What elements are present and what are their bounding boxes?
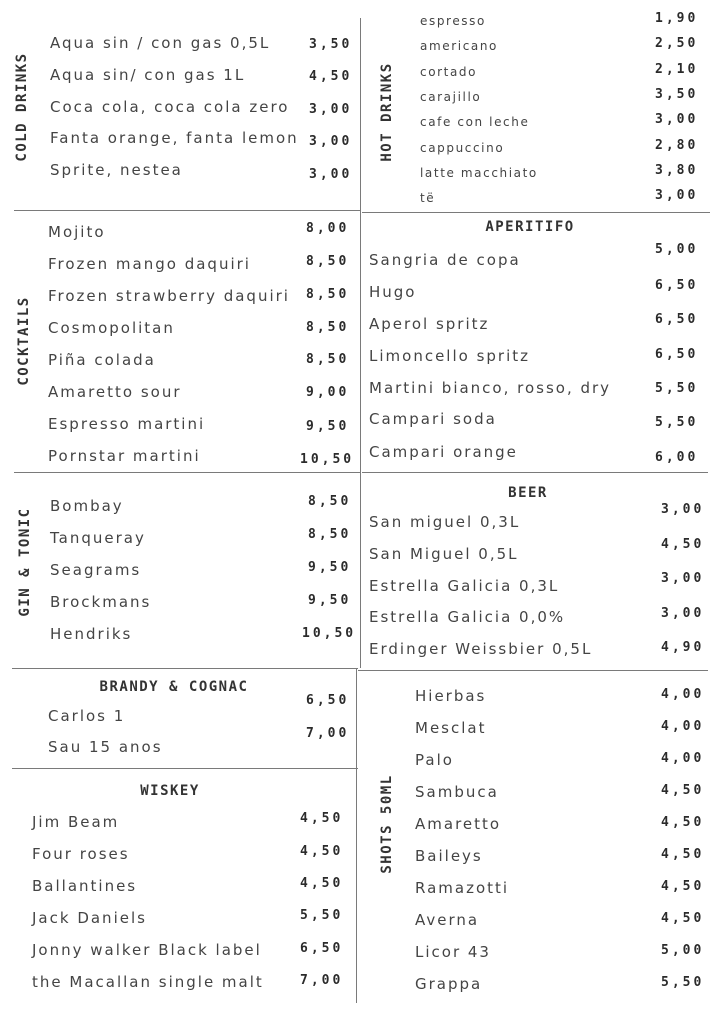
divider-aperitifo-beer	[362, 472, 708, 473]
menu-item-price: 2,80	[655, 138, 699, 153]
menu-item-price: 3,00	[655, 112, 699, 127]
menu-item-name: Palo	[415, 751, 454, 769]
menu-item-name: Sangria de copa	[369, 251, 521, 269]
menu-item-price: 3,50	[655, 87, 699, 102]
menu-item-name: Erdinger Weissbier 0,5L	[369, 640, 593, 658]
menu-item-name: Carlos 1	[48, 707, 126, 725]
menu-item-price: 2,10	[655, 62, 699, 77]
menu-item-name: Aqua sin / con gas 0,5L	[50, 34, 271, 52]
menu-item-price: 6,00	[655, 450, 699, 465]
menu-item-name: Amaretto sour	[48, 383, 182, 401]
menu-item-price: 8,50	[308, 494, 352, 509]
menu-item-price: 4,50	[300, 811, 344, 826]
menu-item-price: 4,50	[300, 844, 344, 859]
menu-item-price: 3,00	[309, 102, 353, 117]
menu-item-name: të	[420, 191, 436, 205]
section-title-shots: SHOTS 50ML	[379, 774, 395, 874]
menu-item-name: the Macallan single malt	[32, 973, 264, 991]
menu-item-price: 8,50	[306, 254, 350, 269]
menu-item-price: 9,50	[308, 593, 352, 608]
menu-item-name: Four roses	[32, 845, 130, 863]
menu-item-price: 10,50	[302, 626, 357, 641]
menu-item-name: carajillo	[420, 90, 482, 104]
divider-brandy-wiskey	[12, 768, 358, 769]
menu-item-price: 3,00	[309, 134, 353, 149]
menu-item-name: cafe con leche	[420, 115, 530, 129]
menu-item-price: 3,50	[309, 37, 353, 52]
menu-item-name: Hendriks	[50, 625, 133, 643]
menu-item-price: 3,00	[309, 167, 353, 182]
menu-item-price: 4,00	[661, 751, 705, 766]
menu-item-price: 7,00	[300, 973, 344, 988]
menu-item-name: Hierbas	[415, 687, 487, 705]
menu-item-name: Seagrams	[50, 561, 142, 579]
menu-item-name: Amaretto	[415, 815, 502, 833]
lower-center-divider	[356, 668, 357, 1003]
menu-item-name: Espresso martini	[48, 415, 206, 433]
menu-item-price: 4,50	[661, 537, 705, 552]
menu-item-name: Sprite, nestea	[50, 161, 183, 179]
menu-item-price: 5,50	[655, 415, 699, 430]
menu-item-name: San Miguel 0,5L	[369, 545, 519, 563]
section-title-brandy: BRANDY & COGNAC	[99, 679, 249, 695]
menu-item-price: 2,50	[655, 36, 699, 51]
menu-item-price: 8,50	[306, 287, 350, 302]
menu-item-price: 8,50	[306, 320, 350, 335]
menu-item-name: Fanta orange, fanta lemon	[50, 129, 299, 147]
menu-item-price: 4,90	[661, 640, 705, 655]
menu-item-price: 7,00	[306, 726, 350, 741]
menu-item-name: Frozen strawberry daquiri	[48, 287, 290, 305]
section-title-cocktails: COCKTAILS	[16, 296, 32, 386]
menu-item-name: Jack Daniels	[32, 909, 147, 927]
section-title-beer: BEER	[508, 485, 548, 501]
menu-item-name: americano	[420, 39, 498, 53]
menu-item-name: Baileys	[415, 847, 483, 865]
divider-cold-cocktails	[14, 210, 360, 211]
menu-item-price: 5,50	[300, 908, 344, 923]
menu-item-name: Grappa	[415, 975, 483, 993]
menu-item-price: 4,50	[661, 911, 705, 926]
menu-item-price: 4,50	[300, 876, 344, 891]
menu-item-price: 8,00	[306, 221, 350, 236]
menu-item-name: Brockmans	[50, 593, 152, 611]
menu-item-name: San miguel 0,3L	[369, 513, 521, 531]
menu-item-price: 3,00	[661, 571, 705, 586]
menu-item-price: 1,90	[655, 11, 699, 26]
menu-item-name: Estrella Galicia 0,0%	[369, 608, 566, 626]
menu-item-price: 9,00	[306, 385, 350, 400]
menu-item-name: Campari soda	[369, 410, 497, 428]
menu-item-name: Sau 15 anos	[48, 738, 163, 756]
menu-item-name: Martini bianco, rosso, dry	[369, 379, 612, 397]
menu-item-price: 4,50	[661, 815, 705, 830]
menu-item-name: Licor 43	[415, 943, 491, 961]
menu-item-name: Averna	[415, 911, 480, 929]
menu-item-price: 3,00	[655, 188, 699, 203]
menu-item-price: 9,50	[306, 419, 350, 434]
section-title-cold-drinks: COLD DRINKS	[14, 52, 30, 162]
menu-item-price: 6,50	[306, 693, 350, 708]
menu-item-name: Ballantines	[32, 877, 138, 895]
menu-item-price: 3,80	[655, 163, 699, 178]
menu-item-name: latte macchiato	[420, 166, 538, 180]
divider-cocktails-gin	[14, 472, 360, 473]
divider-gin-brandy	[12, 668, 358, 669]
menu-item-price: 3,00	[661, 606, 705, 621]
menu-item-price: 4,50	[309, 69, 353, 84]
menu-item-name: Bombay	[50, 497, 124, 515]
menu-item-name: Jim Beam	[32, 813, 120, 831]
menu-item-name: Hugo	[369, 283, 417, 301]
menu-item-name: Aqua sin/ con gas 1L	[50, 66, 246, 84]
menu-item-price: 4,50	[661, 879, 705, 894]
menu-item-name: Tanqueray	[50, 529, 146, 547]
menu-item-name: Frozen mango daquiri	[48, 255, 251, 273]
menu-item-name: Pornstar martini	[48, 447, 201, 465]
menu-item-price: 4,50	[661, 847, 705, 862]
menu-item-name: Sambuca	[415, 783, 499, 801]
menu-item-name: Limoncello spritz	[369, 347, 531, 365]
menu-item-price: 6,50	[655, 347, 699, 362]
menu-item-price: 5,00	[661, 943, 705, 958]
menu-item-name: cortado	[420, 65, 478, 79]
menu-item-name: Coca cola, coca cola zero	[50, 98, 290, 116]
section-title-hot-drinks: HOT DRINKS	[379, 62, 395, 162]
menu-item-price: 8,50	[308, 527, 352, 542]
menu-item-name: Mojito	[48, 223, 106, 241]
divider-hot-aperitifo	[362, 212, 710, 213]
menu-item-price: 6,50	[655, 312, 699, 327]
menu-item-name: Aperol spritz	[369, 315, 490, 333]
divider-beer-shots	[358, 670, 708, 671]
menu-item-price: 5,00	[655, 242, 699, 257]
section-title-aperitifo: APERITIFO	[485, 219, 575, 235]
menu-item-price: 4,00	[661, 687, 705, 702]
menu-item-name: Piña colada	[48, 351, 156, 369]
menu-item-price: 8,50	[306, 352, 350, 367]
menu-item-name: Cosmopolitan	[48, 319, 175, 337]
menu-item-price: 3,00	[661, 502, 705, 517]
menu-item-price: 10,50	[300, 452, 355, 467]
menu-item-name: Mesclat	[415, 719, 487, 737]
menu-item-name: Ramazotti	[415, 879, 510, 897]
section-title-gin-tonic: GIN & TONIC	[17, 507, 33, 617]
menu-item-name: Jonny walker Black label	[32, 941, 262, 959]
menu-item-price: 5,50	[655, 381, 699, 396]
menu-item-name: Estrella Galicia 0,3L	[369, 577, 560, 595]
menu-item-name: Campari orange	[369, 443, 518, 461]
menu-item-name: cappuccino	[420, 141, 505, 155]
menu-item-name: espresso	[420, 14, 486, 28]
menu-item-price: 9,50	[308, 560, 352, 575]
center-divider	[360, 18, 361, 668]
section-title-wiskey: WISKEY	[140, 783, 200, 799]
menu-item-price: 6,50	[655, 278, 699, 293]
menu-item-price: 4,50	[661, 783, 705, 798]
menu-item-price: 5,50	[661, 975, 705, 990]
menu-item-price: 4,00	[661, 719, 705, 734]
menu-item-price: 6,50	[300, 941, 344, 956]
